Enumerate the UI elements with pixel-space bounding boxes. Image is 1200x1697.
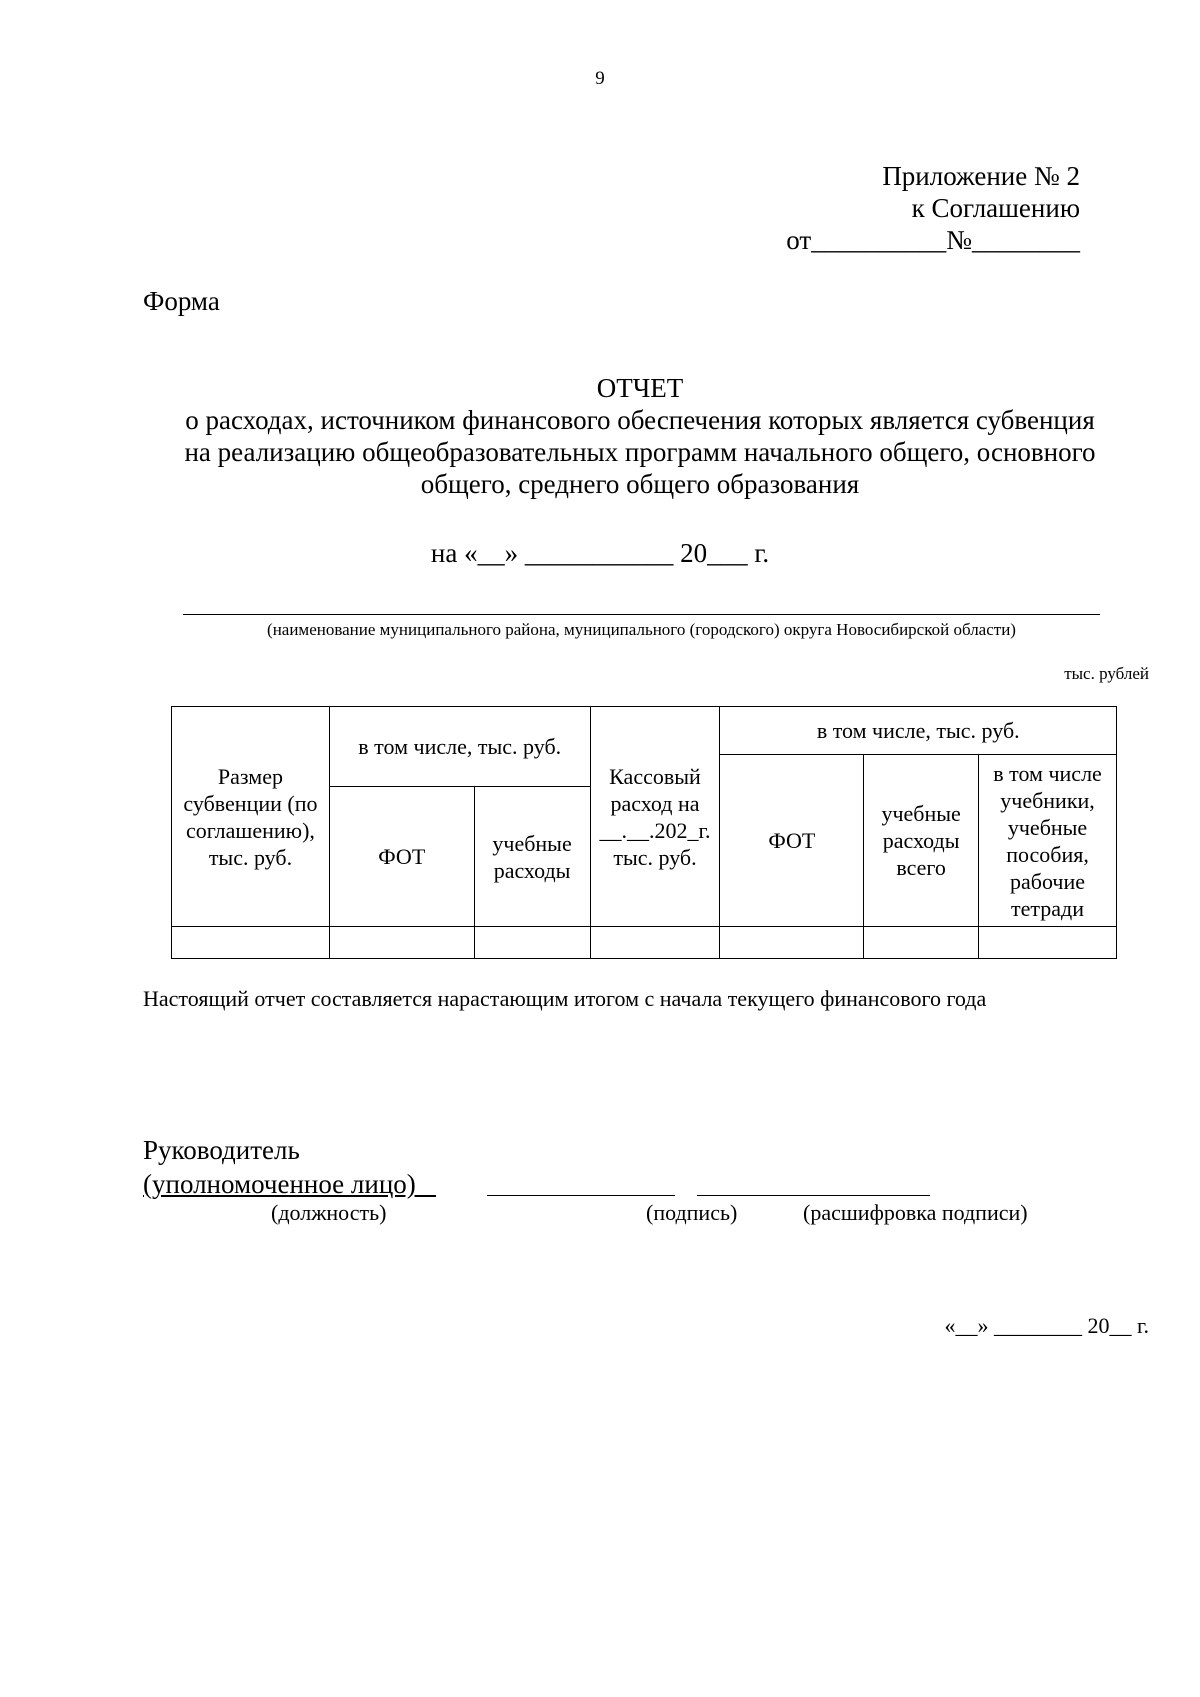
signature-decoding-line [697,1195,930,1196]
header-textbooks-line-3: учебные [1007,814,1088,840]
appendix-title: Приложение № 2 [882,161,1080,191]
header-edu-total-line-3: всего [896,855,946,880]
decoding-caption: (расшифровка подписи) [803,1200,1028,1225]
page-number: 9 [595,68,605,89]
municipality-name-line [183,614,1100,615]
header-textbooks-line-5: рабочие [1010,868,1086,894]
table-cell [172,927,330,959]
header-textbooks [979,755,1117,927]
header-edu-total [864,755,979,927]
table-cell [864,927,979,959]
header-subvention-line-4: тыс. руб. [208,844,293,870]
position-caption: (должность) [271,1200,387,1225]
signatory-title-line-2: (уполномоченное лицо) [143,1169,437,1199]
header-subvention-line-2: субвенции (по [183,790,318,816]
table-cell [590,927,720,959]
header-fot-2: ФОТ [720,755,864,927]
header-cash-line-4: тыс. руб. [613,844,697,870]
table-cell [720,927,864,959]
header-textbooks-line-4: пособия, [1006,841,1089,867]
table-cell [474,927,590,959]
signatory-title [143,1133,436,1201]
units-label: тыс. рублей [1064,664,1149,683]
header-subvention-line-1: Размер [217,763,283,789]
header-textbooks-line-2: учебники, [1000,787,1095,813]
appendix-reference [786,160,1080,256]
signature-line [487,1195,675,1196]
appendix-agreement: к Соглашению [911,193,1080,223]
signature-caption: (подпись) [646,1200,738,1225]
table-row [172,927,1117,959]
report-subtitle-line-3: общего, среднего общего образования [420,469,860,499]
header-group-1: в том числе, тыс. руб. [329,707,590,787]
header-cash-expense [590,707,720,927]
report-subtitle-line-1: о расходах, источником финансового обеспечения которых является субвенция [185,405,1095,435]
header-fot-1: ФОТ [329,787,474,927]
header-cash-line-1: Кассовый [609,763,701,789]
header-edu-total-line-2: расходы [882,828,960,853]
report-note: Настоящий отчет составляется нарастающим итогом с начала текущего финансового года [143,986,987,1011]
report-heading [150,372,1130,500]
form-label: Форма [143,286,220,316]
report-table [171,706,1117,959]
header-edu-1-line-2: расходы [493,857,571,883]
header-subvention [172,707,330,927]
header-edu-1-line-1: учебные [492,830,572,856]
table-cell [979,927,1117,959]
signatory-title-line-1: Руководитель [143,1135,300,1165]
header-cash-line-2: расход на [610,790,700,816]
header-edu-total-line-1: учебные [881,801,961,826]
header-edu-1 [474,787,590,927]
header-subvention-line-3: соглашению), [185,817,315,843]
header-group-2: в том числе, тыс. руб. [720,707,1117,755]
appendix-date-number: от__________№________ [786,225,1080,255]
footer-date: «__» ________ 20__ г. [944,1313,1149,1338]
table-cell [329,927,474,959]
report-subtitle-line-2: на реализацию общеобразовательных программ начального общего, основного [184,437,1096,467]
report-date-line: на «__» ___________ 20___ г. [430,538,770,568]
header-textbooks-line-1: в том числе [993,760,1102,786]
header-cash-line-3: __.__.202_г. [599,817,711,843]
report-title: ОТЧЕТ [596,373,684,403]
municipality-name-caption: (наименование муниципального района, муниципального (городского) округа Новосибирской области) [267,620,1016,639]
header-textbooks-line-6: тетради [1011,895,1085,921]
